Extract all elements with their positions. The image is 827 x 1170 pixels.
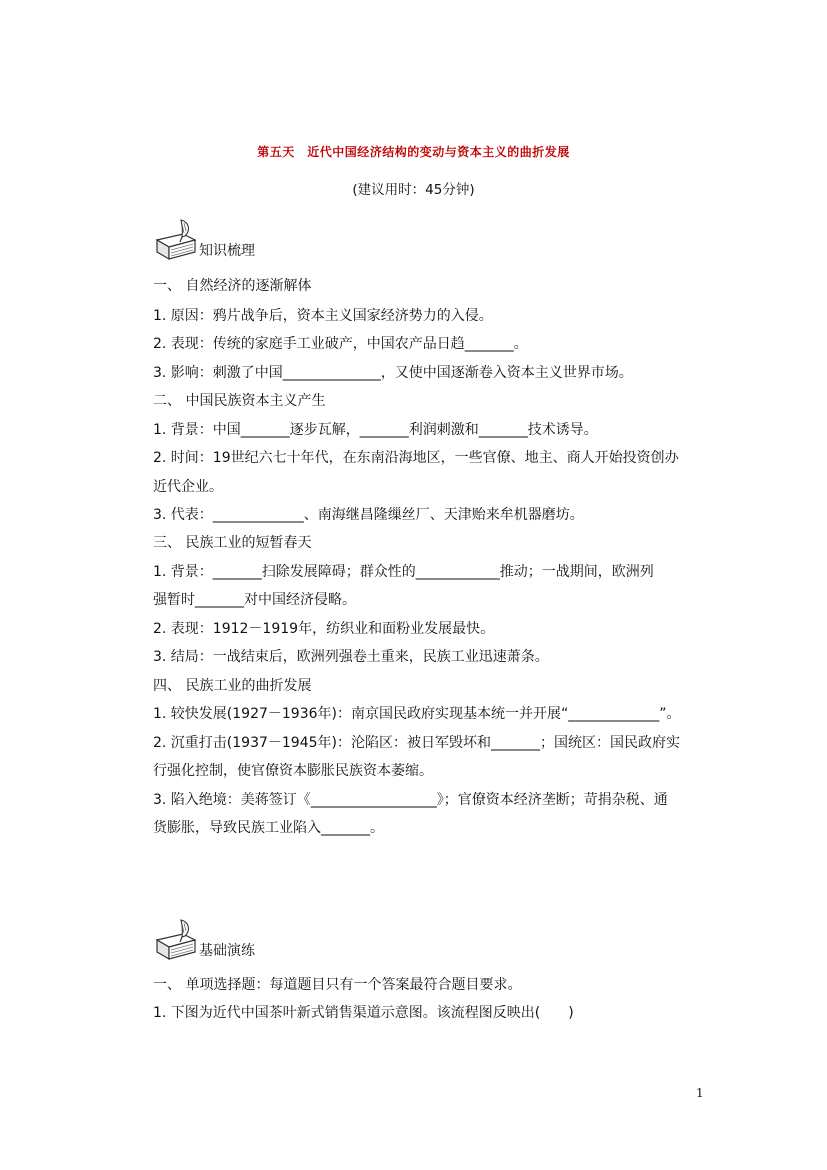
text-line: 2. 表现：传统的家庭手工业破产，中国农产品日趋_______。 <box>153 336 528 352</box>
text-line: 强暂时_______对中国经济侵略。 <box>153 592 356 608</box>
text-line: 1. 背景：_______扫除发展障碍；群众性的____________推动；一战期间，欧洲列 <box>153 564 654 580</box>
text-line: 一、 单项选择题：每道题目只有一个答案最符合题目要求。 <box>153 977 522 993</box>
section-heading-knowledge <box>153 218 353 262</box>
text-line: 一、 自然经济的逐渐解体 <box>153 278 312 294</box>
book-quill-icon <box>153 918 199 962</box>
page-number: 1 <box>696 1086 704 1100</box>
text-line: 三、 民族工业的短暂春天 <box>153 535 312 551</box>
section-heading-label: 基础演练 <box>199 943 255 959</box>
text-line: 二、 中国民族资本主义产生 <box>153 393 326 409</box>
text-line: 近代企业。 <box>153 479 223 495</box>
text-line: 行强化控制，使官僚资本膨胀民族资本萎缩。 <box>153 763 433 779</box>
page-title: 第五天 近代中国经济结构的变动与资本主义的曲折发展 <box>257 145 570 159</box>
text-line: 3. 影响：刺激了中国______________，又使中国逐渐卷入资本主义世界市场。 <box>153 365 633 381</box>
section-heading-label: 知识梳理 <box>199 243 255 259</box>
text-line: 1. 较快发展(1927－1936年)：南京国民政府实现基本统一并开展“_____________”。 <box>153 706 681 722</box>
text-line: 货膨胀，导致民族工业陷入_______。 <box>153 820 384 836</box>
text-line: 3. 陷入绝境：美蒋签订《__________________》；官僚资本经济垄断；苛捐杂税、通 <box>153 792 668 808</box>
text-line: 1. 原因：鸦片战争后，资本主义国家经济势力的入侵。 <box>153 308 493 324</box>
text-line: 2. 沉重打击(1937－1945年)：沦陷区：被日军毁坏和_______；国统区：国民政府实 <box>153 735 680 751</box>
book-quill-icon <box>153 218 199 262</box>
text-line: 2. 时间：19世纪六七十年代，在东南沿海地区，一些官僚、地主、商人开始投资创办 <box>153 450 679 466</box>
text-line: 3. 代表：_____________、南海继昌隆缫丝厂、天津贻来牟机器磨坊。 <box>153 507 584 523</box>
text-line: 四、 民族工业的曲折发展 <box>153 678 312 694</box>
section-heading-practice <box>153 918 353 962</box>
text-line: 3. 结局：一战结束后，欧洲列强卷土重来，民族工业迅速萧条。 <box>153 649 549 665</box>
text-line: 2. 表现：1912－1919年，纺织业和面粉业发展最快。 <box>153 621 495 637</box>
suggested-time: (建议用时：45分钟) <box>352 182 475 198</box>
question-line: 1. 下图为近代中国茶叶新式销售渠道示意图。该流程图反映出( ) <box>153 1005 574 1021</box>
text-line: 1. 背景：中国_______逐步瓦解，_______利润刺激和_______技术诱导。 <box>153 422 598 438</box>
